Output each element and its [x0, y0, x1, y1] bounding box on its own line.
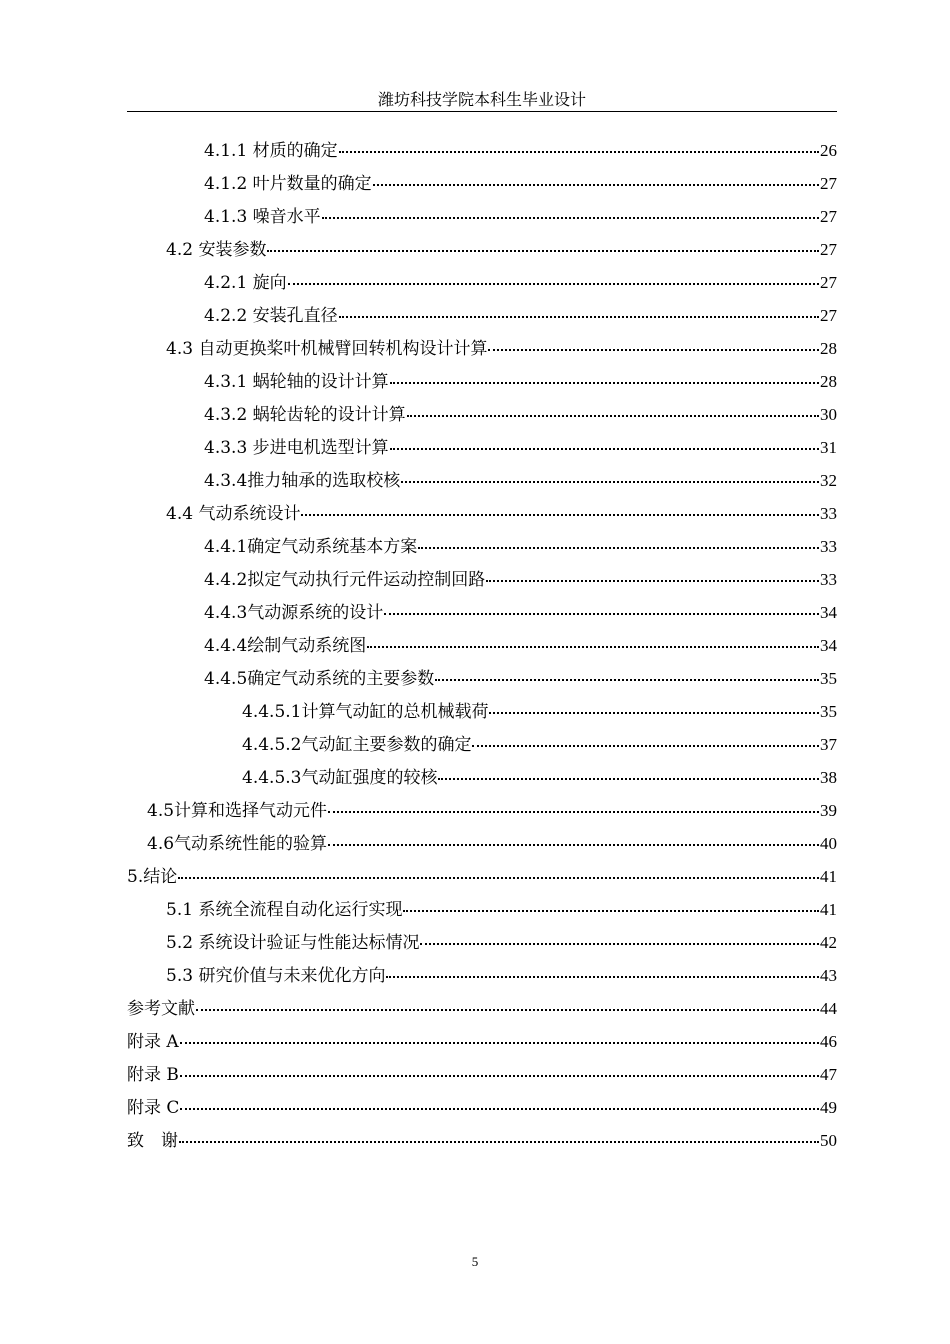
toc-dot-leader — [367, 646, 819, 648]
toc-dot-leader — [472, 745, 819, 747]
toc-entry-title: 4.4 气动系统设计 — [166, 504, 301, 524]
toc-entry[interactable] — [127, 332, 837, 365]
toc-entry[interactable] — [127, 761, 837, 794]
toc-entry-title: 4.4.5确定气动系统的主要参数 — [204, 669, 435, 689]
toc-dot-leader — [403, 910, 819, 912]
toc-entry-title: 附录 B — [127, 1065, 179, 1085]
toc-entry-page: 46 — [820, 1032, 837, 1051]
toc-entry-title: 4.5计算和选择气动元件 — [147, 801, 328, 821]
toc-entry-title: 4.3.3 步进电机选型计算 — [204, 438, 389, 458]
toc-entry-title: 4.4.3气动源系统的设计 — [204, 603, 384, 623]
toc-entry-title: 4.4.5.3气动缸强度的较核 — [242, 768, 438, 788]
table-of-contents — [127, 134, 837, 1157]
toc-entry-title: 4.4.5.1计算气动缸的总机械载荷 — [242, 702, 489, 722]
page-number: 5 — [471, 1254, 479, 1269]
toc-entry-title: 4.3.4推力轴承的选取校核 — [204, 471, 401, 491]
toc-entry-page: 40 — [820, 834, 837, 853]
toc-entry[interactable] — [127, 299, 837, 332]
toc-entry-page: 38 — [820, 768, 837, 787]
toc-entry[interactable] — [127, 1058, 837, 1091]
toc-entry-page: 47 — [820, 1065, 837, 1084]
toc-entry[interactable] — [127, 596, 837, 629]
toc-entry-title: 4.4.2拟定气动执行元件运动控制回路 — [204, 570, 486, 590]
toc-entry[interactable] — [127, 1091, 837, 1124]
toc-entry[interactable] — [127, 662, 837, 695]
toc-entry-title: 参考文献 — [127, 999, 195, 1019]
toc-dot-leader — [390, 448, 819, 450]
toc-dot-leader — [180, 1075, 819, 1077]
toc-entry[interactable] — [127, 1124, 837, 1157]
toc-entry-page: 50 — [820, 1131, 837, 1150]
toc-entry-page: 34 — [820, 636, 837, 655]
toc-entry-title: 4.3.1 蜗轮轴的设计计算 — [204, 372, 389, 392]
toc-entry-title: 致 谢 — [127, 1131, 178, 1151]
toc-dot-leader — [386, 976, 819, 978]
toc-entry[interactable] — [127, 134, 837, 167]
toc-entry[interactable] — [127, 992, 837, 1025]
toc-entry-title: 5.3 研究价值与未来优化方向 — [166, 966, 386, 986]
toc-entry[interactable] — [127, 794, 837, 827]
toc-entry-page: 30 — [820, 405, 837, 424]
toc-entry-page: 44 — [820, 999, 837, 1018]
toc-entry-page: 27 — [820, 273, 837, 292]
toc-entry-title: 4.2.1 旋向 — [204, 273, 287, 293]
toc-entry[interactable] — [127, 365, 837, 398]
toc-entry[interactable] — [127, 497, 837, 530]
toc-dot-leader — [401, 481, 819, 483]
toc-dot-leader — [438, 778, 819, 780]
toc-entry[interactable] — [127, 695, 837, 728]
toc-dot-leader — [288, 283, 819, 285]
toc-entry[interactable] — [127, 167, 837, 200]
toc-dot-leader — [178, 877, 819, 879]
toc-entry-page: 27 — [820, 240, 837, 259]
toc-entry[interactable] — [127, 728, 837, 761]
toc-entry[interactable] — [127, 860, 837, 893]
toc-dot-leader — [489, 712, 819, 714]
toc-entry-title: 附录 C — [127, 1098, 180, 1118]
toc-entry[interactable] — [127, 530, 837, 563]
toc-entry-title: 4.1.2 叶片数量的确定 — [204, 174, 372, 194]
toc-dot-leader — [328, 844, 819, 846]
toc-entry-title: 5.1 系统全流程自动化运行实现 — [166, 900, 403, 920]
toc-entry[interactable] — [127, 464, 837, 497]
toc-entry-page: 27 — [820, 174, 837, 193]
toc-entry[interactable] — [127, 563, 837, 596]
toc-entry-title: 4.4.4绘制气动系统图 — [204, 636, 367, 656]
toc-dot-leader — [486, 580, 819, 582]
toc-entry-title: 5.结论 — [127, 867, 178, 887]
toc-dot-leader — [373, 184, 819, 186]
toc-dot-leader — [420, 943, 819, 945]
toc-entry-page: 26 — [820, 141, 837, 160]
toc-dot-leader — [180, 1108, 819, 1110]
toc-entry-page: 28 — [820, 372, 837, 391]
toc-dot-leader — [322, 217, 819, 219]
toc-entry-title: 4.4.5.2气动缸主要参数的确定 — [242, 735, 472, 755]
toc-entry-page: 35 — [820, 669, 837, 688]
toc-dot-leader — [407, 415, 819, 417]
toc-entry-page: 32 — [820, 471, 837, 490]
toc-entry-title: 4.2 安装参数 — [166, 240, 267, 260]
toc-dot-leader — [301, 514, 819, 516]
page-header: 潍坊科技学院本科生毕业设计 — [377, 90, 586, 109]
toc-entry-page: 43 — [820, 966, 837, 985]
toc-dot-leader — [339, 151, 819, 153]
toc-dot-leader — [418, 547, 819, 549]
toc-dot-leader — [390, 382, 819, 384]
toc-entry[interactable] — [127, 266, 837, 299]
toc-dot-leader — [179, 1141, 819, 1143]
toc-entry-page: 28 — [820, 339, 837, 358]
toc-entry[interactable] — [127, 233, 837, 266]
toc-dot-leader — [435, 679, 819, 681]
toc-dot-leader — [328, 811, 819, 813]
toc-entry-page: 27 — [820, 207, 837, 226]
toc-dot-leader — [339, 316, 819, 318]
toc-entry[interactable] — [127, 431, 837, 464]
toc-dot-leader — [196, 1009, 819, 1011]
toc-entry-page: 41 — [820, 867, 837, 886]
header-divider — [127, 111, 837, 112]
toc-entry[interactable] — [127, 827, 837, 860]
toc-entry[interactable] — [127, 629, 837, 662]
toc-entry-page: 33 — [820, 537, 837, 556]
toc-entry-page: 34 — [820, 603, 837, 622]
toc-entry-title: 4.6气动系统性能的验算 — [147, 834, 328, 854]
toc-entry[interactable] — [127, 893, 837, 926]
toc-entry-title: 4.2.2 安装孔直径 — [204, 306, 338, 326]
toc-entry[interactable] — [127, 1025, 837, 1058]
toc-entry-title: 4.3.2 蜗轮齿轮的设计计算 — [204, 405, 406, 425]
toc-entry[interactable] — [127, 926, 837, 959]
toc-dot-leader — [267, 250, 819, 252]
toc-entry-page: 35 — [820, 702, 837, 721]
toc-entry[interactable] — [127, 398, 837, 431]
toc-entry[interactable] — [127, 959, 837, 992]
toc-entry-page: 37 — [820, 735, 837, 754]
toc-entry-title: 5.2 系统设计验证与性能达标情况 — [166, 933, 420, 953]
toc-dot-leader — [488, 349, 819, 351]
toc-entry-title: 4.1.1 材质的确定 — [204, 141, 338, 161]
toc-entry-page: 31 — [820, 438, 837, 457]
toc-entry-page: 27 — [820, 306, 837, 325]
toc-entry-page: 41 — [820, 900, 837, 919]
toc-entry-page: 49 — [820, 1098, 837, 1117]
toc-dot-leader — [384, 613, 819, 615]
toc-entry-page: 39 — [820, 801, 837, 820]
toc-entry-page: 33 — [820, 504, 837, 523]
toc-entry-title: 4.3 自动更换桨叶机械臂回转机构设计计算 — [166, 339, 488, 359]
toc-entry-title: 附录 A — [127, 1032, 179, 1052]
toc-entry-page: 42 — [820, 933, 837, 952]
toc-entry-page: 33 — [820, 570, 837, 589]
toc-entry[interactable] — [127, 200, 837, 233]
toc-entry-title: 4.4.1确定气动系统基本方案 — [204, 537, 418, 557]
toc-dot-leader — [180, 1042, 819, 1044]
toc-entry-title: 4.1.3 噪音水平 — [204, 207, 321, 227]
